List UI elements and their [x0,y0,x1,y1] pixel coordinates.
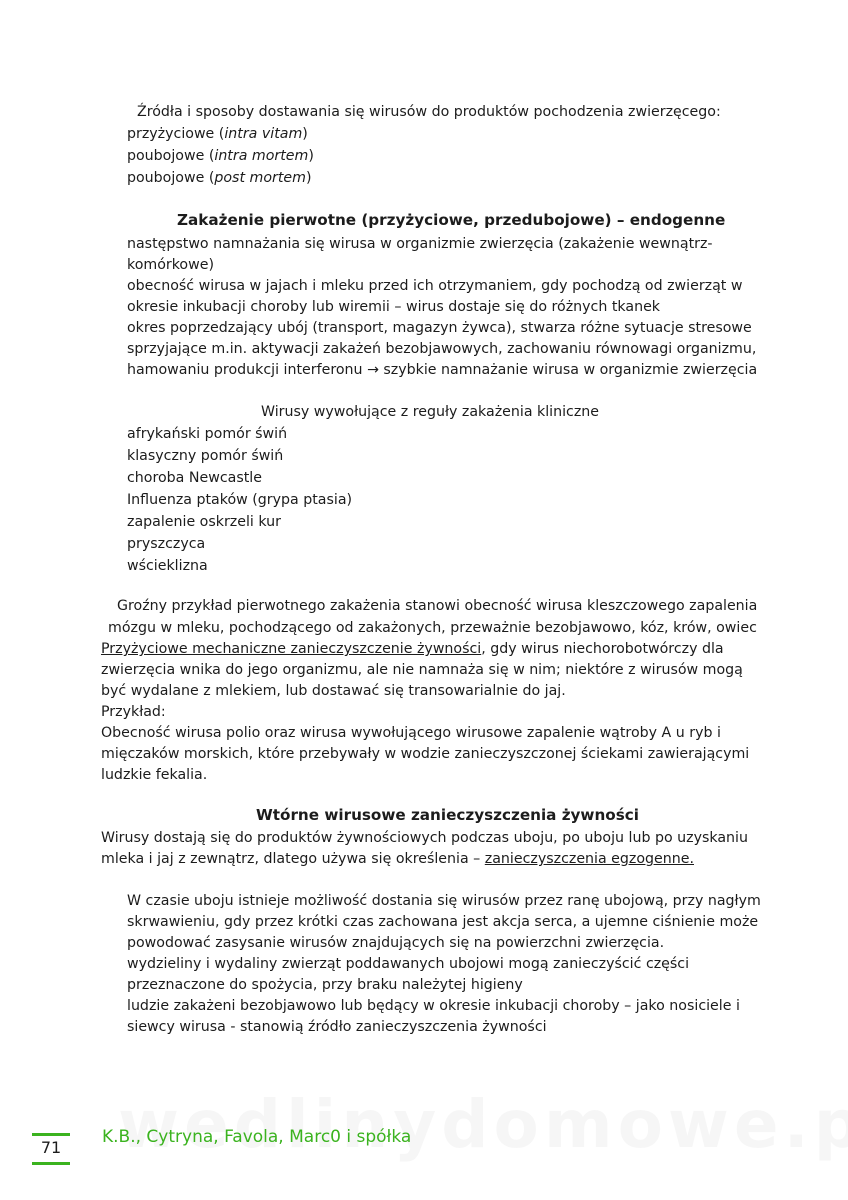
paragraph-line: powodować zasysanie wirusów znajdujących się na powierzchni zwierzęcia. [127,935,665,951]
paragraph-line: okresie inkubacji choroby lub wiremii – wirus dostaje się do różnych tkanek [127,299,661,315]
paragraph-line: być wydalane z mlekiem, lub dostawać się transowarialnie do jaj. [101,683,566,699]
paragraph-line: skrwawieniu, gdy przez krótki czas zachowana jest akcja serca, a ujemne ciśnienie może [127,914,759,930]
paragraph-line: Obecność wirusa polio oraz wirusa wywołującego wirusowe zapalenie wątroby A u ryb i [101,725,721,741]
list-item: zapalenie oskrzeli kur [127,514,281,530]
source-item-intra-mortem: poubojowe (intra mortem) [127,148,314,164]
page-number: 71 [40,1138,62,1157]
paragraph-line: Wirusy dostają się do produktów żywnościowych podczas uboju, po uboju lub po uzyskaniu [101,830,748,846]
list-item: wścieklizna [127,558,208,574]
list-item: pryszczyca [127,536,206,552]
section-heading-primary-infection: Zakażenie pierwotne (przyżyciowe, przedubojowe) – endogenne [177,211,726,229]
paragraph-line: siewcy wirusa - stanowią źródło zanieczyszczenia żywności [127,1019,547,1035]
example-label: Przykład: [101,704,166,720]
paragraph-line: ludzie zakażeni bezobjawowo lub będący w okresie inkubacji choroby – jako nosiciele i [127,998,740,1014]
paragraph-line-mechanical: Przyżyciowe mechaniczne zanieczyszczenie żywności, gdy wirus niechorobotwórczy dla [101,641,724,657]
page-number-bottom-rule [32,1162,70,1165]
watermark [118,1086,848,1163]
list-item: Influenza ptaków (grypa ptasia) [127,492,353,508]
paragraph-line: sprzyjające m.in. aktywacji zakażeń bezobjawowych, zachowaniu równowagi organizmu, [127,341,757,357]
page-number-top-rule [32,1133,70,1136]
paragraph-line: hamowaniu produkcji interferonu → szybkie namnażanie wirusa w organizmie zwierzęcia [127,362,758,378]
sources-intro: Źródła i sposoby dostawania się wirusów do produktów pochodzenia zwierzęcego: [137,104,721,120]
source-item-post-mortem: poubojowe (post mortem) [127,170,312,186]
paragraph-line: mięczaków morskich, które przebywały w wodzie zanieczyszczonej ściekami zawierającymi [101,746,750,762]
paragraph-line: przeznaczone do spożycia, przy braku należytej higieny [127,977,523,993]
section-heading-secondary-contamination: Wtórne wirusowe zanieczyszczenia żywności [256,806,639,824]
underlined-term: zanieczyszczenia egzogenne. [484,851,694,867]
paragraph-line: Groźny przykład pierwotnego zakażenia stanowi obecność wirusa kleszczowego zapalenia [117,598,758,614]
list-item: afrykański pomór świń [127,426,288,442]
paragraph-line-exogenous: mleka i jaj z zewnątrz, dlatego używa się określenia – zanieczyszczenia egzogenne. [101,851,694,867]
paragraph-line: ludzkie fekalia. [101,767,208,783]
list-item: choroba Newcastle [127,470,262,486]
footer-authors: K.B., Cytryna, Favola, Marc0 i spółka [102,1127,412,1147]
paragraph-line: wydzieliny i wydaliny zwierząt poddawanych ubojowi mogą zanieczyścić części [127,956,690,972]
viruses-list-title: Wirusy wywołujące z reguły zakażenia kliniczne [261,404,600,420]
source-item-intra-vitam: przyżyciowe (intra vitam) [127,126,308,142]
paragraph-line: okres poprzedzający ubój (transport, magazyn żywca), stwarza różne sytuacje stresowe [127,320,752,336]
paragraph-line: mózgu w mleku, pochodzącego od zakażonych, przeważnie bezobjawowo, kóz, krów, owiec [108,620,757,636]
underlined-term: Przyżyciowe mechaniczne zanieczyszczenie żywności [101,641,482,657]
paragraph-line: zwierzęcia wnika do jego organizmu, ale nie namnaża się w nim; niektóre z wirusów mogą [101,662,743,678]
paragraph-line: komórkowe) [127,257,214,273]
paragraph-line: następstwo namnażania się wirusa w organizmie zwierzęcia (zakażenie wewnątrz- [127,236,713,252]
paragraph-line: obecność wirusa w jajach i mleku przed ich otrzymaniem, gdy pochodzą od zwierząt w [127,278,743,294]
list-item: klasyczny pomór świń [127,448,284,464]
paragraph-line: W czasie uboju istnieje możliwość dostania się wirusów przez ranę ubojową, przy nagłym [127,893,761,909]
